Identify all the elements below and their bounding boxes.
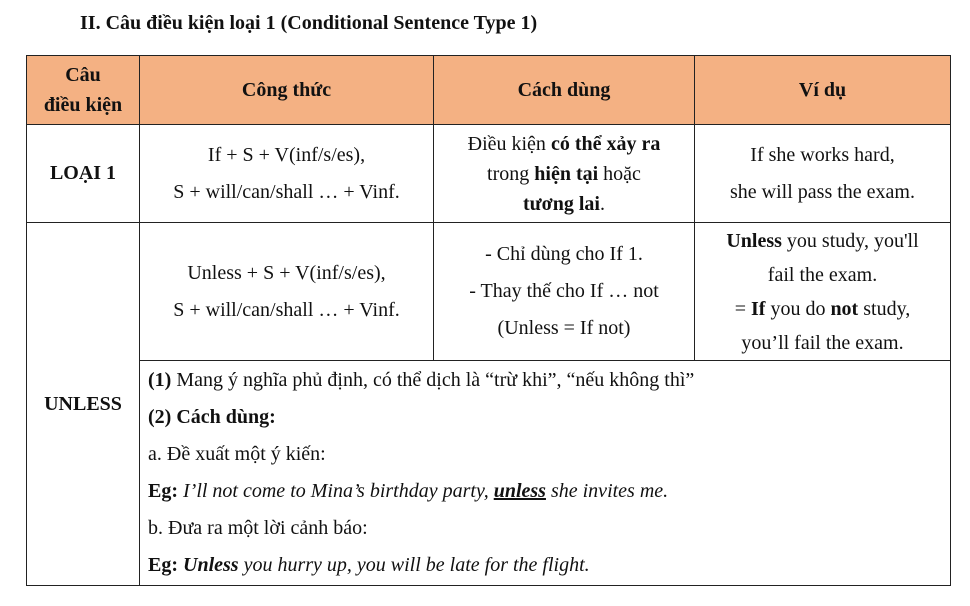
usage-bold-possible: có thể xảy ra bbox=[550, 132, 661, 155]
underlined-unless: unless bbox=[493, 480, 546, 502]
row-type1 bbox=[27, 125, 951, 223]
usage-unless-line2: - Thay thế cho If … not bbox=[469, 280, 659, 302]
usage-bold-present: hiện tại bbox=[534, 162, 599, 185]
note-meaning: (1) Mang ý nghĩa phủ định, có thể dịch là “trừ khi”, “nếu không thì” bbox=[148, 369, 695, 391]
row-notes bbox=[27, 361, 951, 586]
header-conditional bbox=[27, 56, 140, 125]
conditional-table bbox=[26, 55, 951, 586]
label-unless: UNLESS bbox=[27, 223, 140, 586]
usage-unless-line3: (Unless = If not) bbox=[497, 317, 631, 339]
usage-type1: Điều kiện có thể xảy ra trong hiện tại hoặc tương lai. bbox=[434, 125, 695, 223]
header-formula: Công thức bbox=[140, 56, 434, 125]
example-unless: Unless you study, you'll fail the exam. = If you do not study, you’ll fail the exam. bbox=[695, 223, 951, 361]
note-usage-title: (2) Cách dùng: bbox=[148, 406, 276, 428]
note-suggestion: a. Đề xuất một ý kiến: bbox=[148, 443, 326, 465]
formula-unless bbox=[140, 223, 434, 361]
header-conditional-line2: điều kiện bbox=[43, 94, 123, 116]
example-unless-line2: fail the exam. bbox=[767, 263, 878, 286]
note-example-1: Eg: I’ll not come to Mina’s birthday party, unless she invites me. bbox=[148, 480, 669, 502]
unless-notes bbox=[140, 361, 951, 586]
formula-type1-line2: S + will/can/shall … + Vinf. bbox=[173, 180, 400, 203]
formula-type1-line1: If + S + V(inf/s/es), bbox=[207, 143, 366, 166]
label-type1: LOẠI 1 bbox=[27, 125, 140, 223]
example-bold-unless: Unless bbox=[726, 229, 782, 252]
example-type1-line1: If she works hard, bbox=[750, 143, 895, 166]
formula-unless-line2: S + will/can/shall … + Vinf. bbox=[173, 298, 400, 321]
header-usage: Cách dùng bbox=[434, 56, 695, 125]
usage-unless bbox=[434, 223, 695, 361]
example-bold-if: If bbox=[750, 297, 766, 320]
row-unless bbox=[27, 223, 951, 361]
usage-unless-line1: - Chỉ dùng cho If 1. bbox=[485, 243, 643, 265]
note-example-2: Eg: Unless you hurry up, you will be late for the flight. bbox=[148, 554, 590, 576]
header-example: Ví dụ bbox=[695, 56, 951, 125]
example-bold-not: not bbox=[830, 297, 859, 320]
section-heading: II. Câu điều kiện loại 1 (Conditional Sentence Type 1) bbox=[80, 12, 538, 34]
header-conditional-line1: Câu bbox=[65, 64, 101, 86]
header-row bbox=[27, 56, 951, 125]
example-type1 bbox=[695, 125, 951, 223]
usage-bold-future: tương lai bbox=[523, 192, 600, 215]
formula-unless-line1: Unless + S + V(inf/s/es), bbox=[187, 261, 386, 284]
example-type1-line2: she will pass the exam. bbox=[730, 180, 915, 203]
example-unless-line4: you’ll fail the exam. bbox=[741, 331, 904, 354]
note-warning: b. Đưa ra một lời cảnh báo: bbox=[148, 517, 368, 539]
formula-type1 bbox=[140, 125, 434, 223]
